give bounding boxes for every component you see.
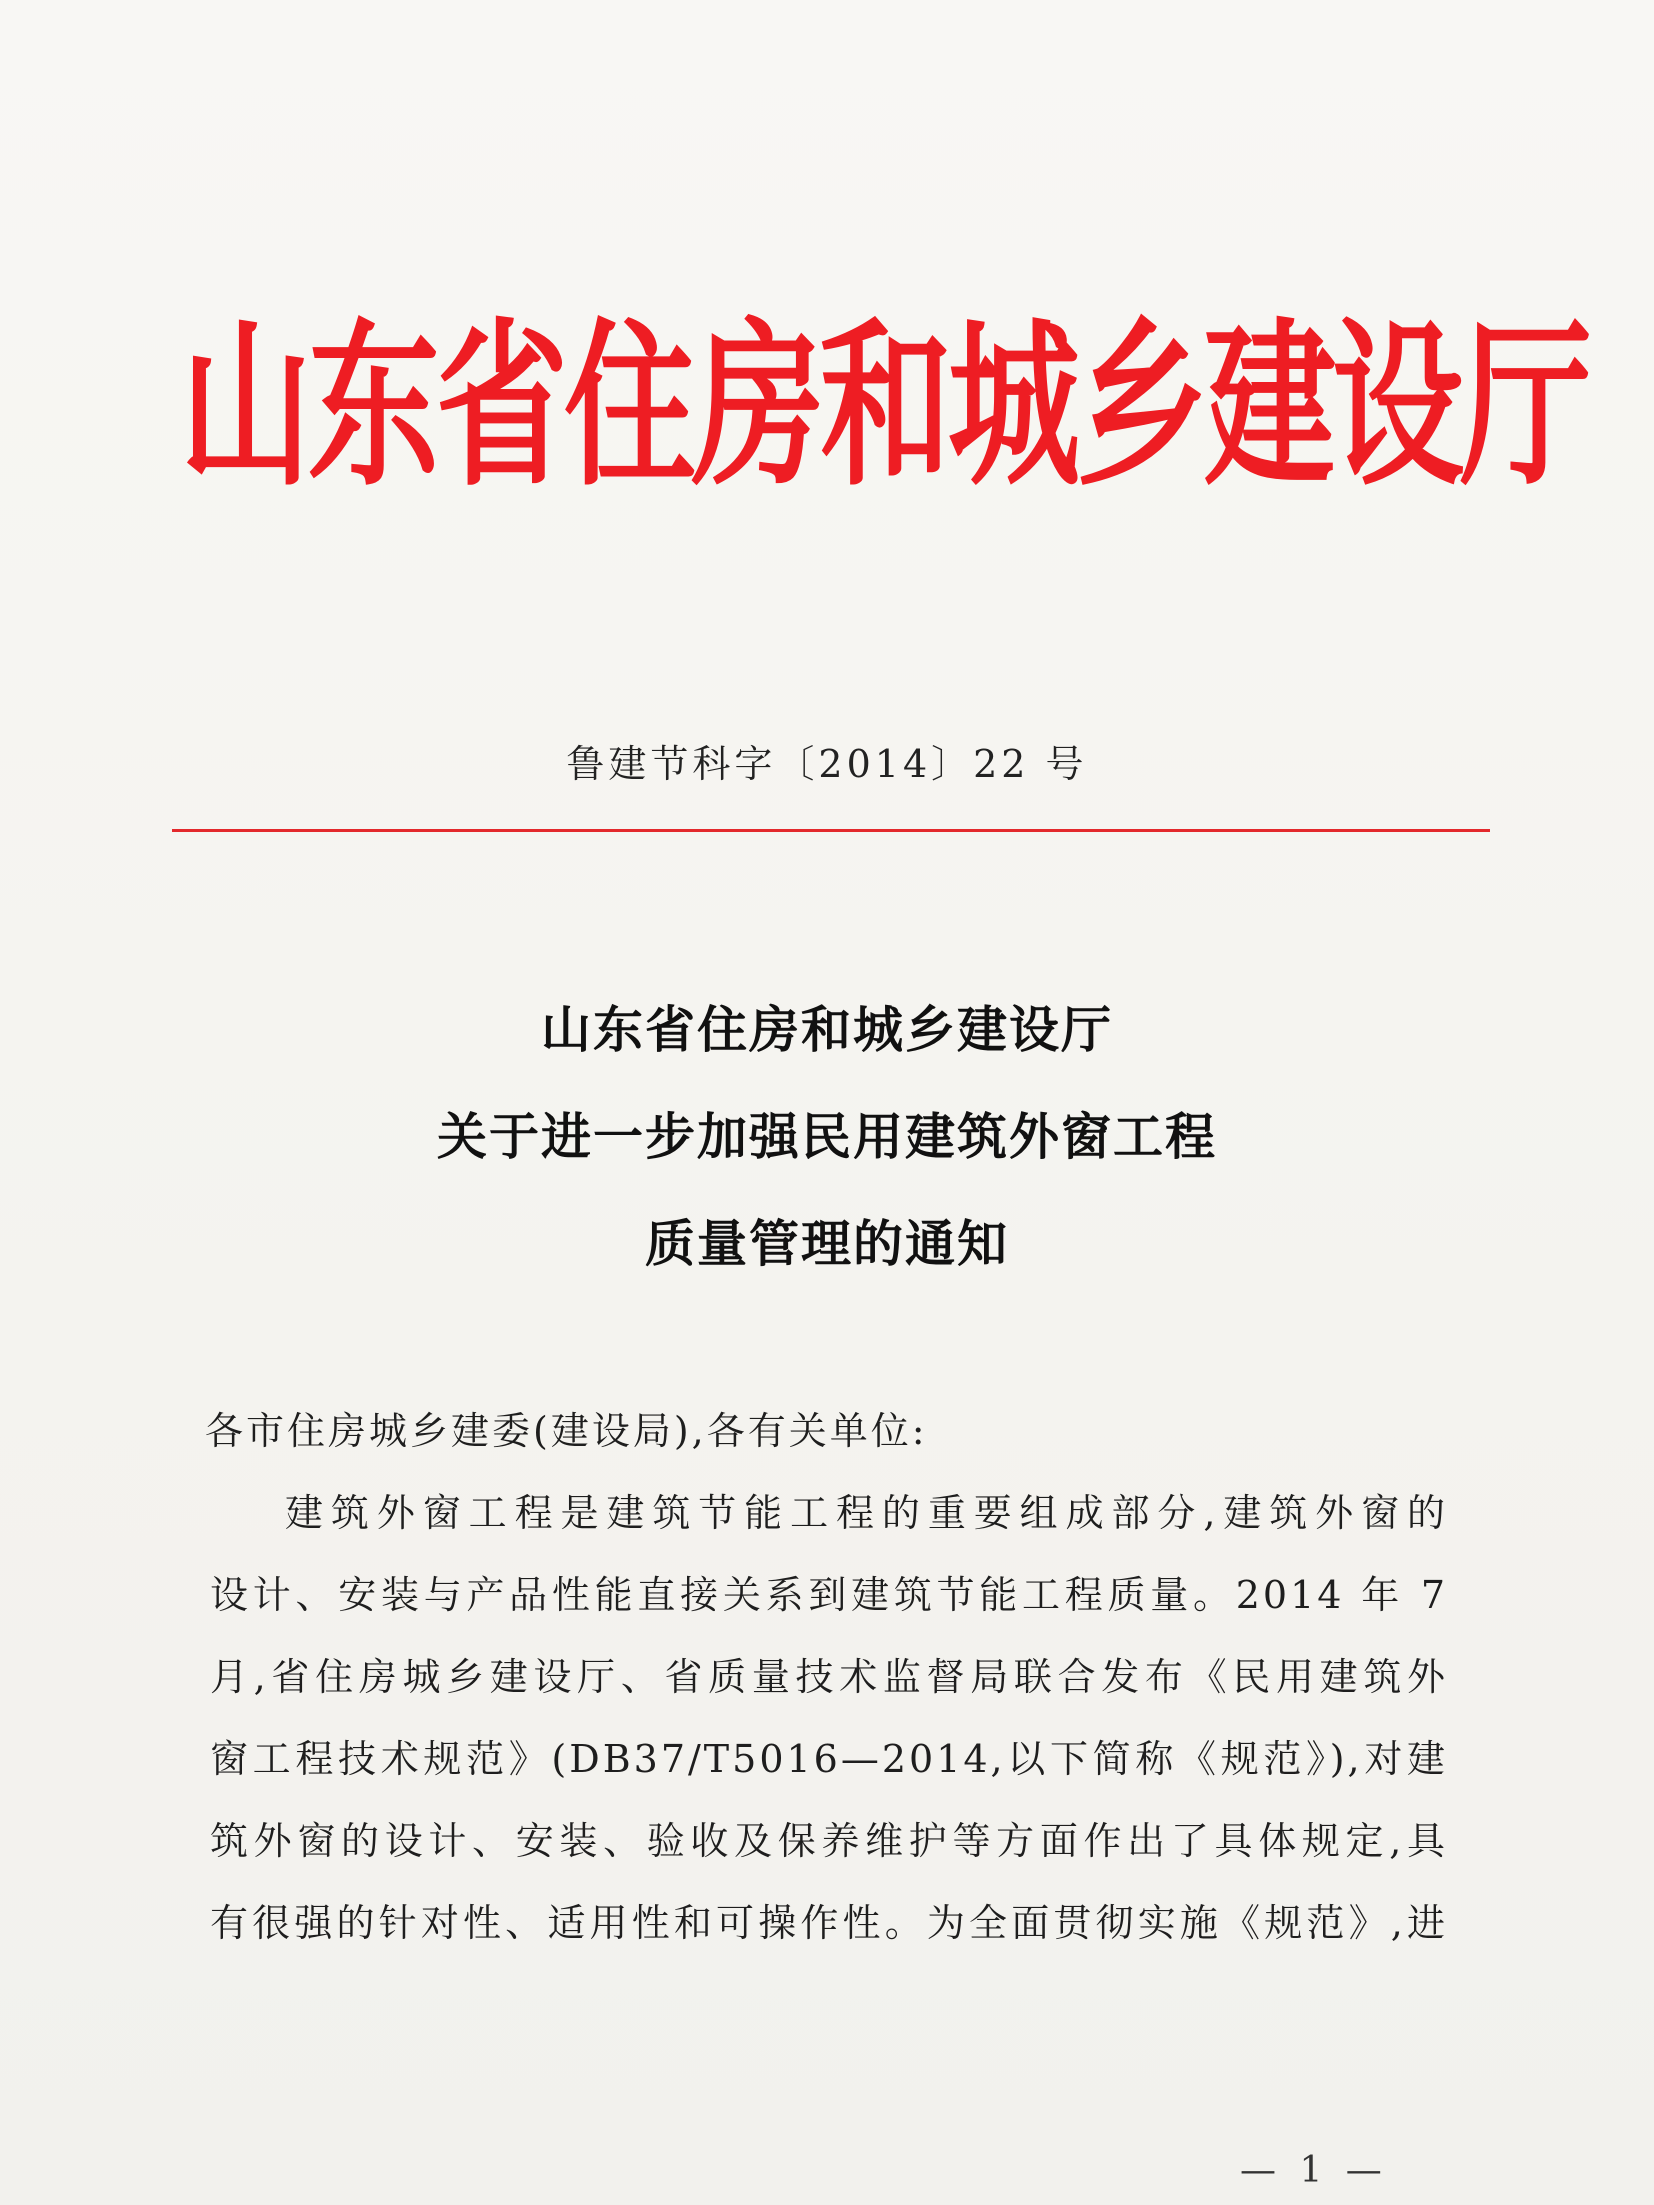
masthead-title: 山东省住房和城乡建设厅 <box>180 303 1588 512</box>
body-line-4: 窗工程技术规范》(DB37/T5016—2014,以下简称《规范》),对建 <box>210 1737 1448 1781</box>
document-number: 鲁建节科字〔2014〕22 号 <box>566 742 1088 786</box>
notice-title-line-1: 山东省住房和城乡建设厅 <box>541 1000 1113 1059</box>
body-line-1: 建筑外窗工程是建筑节能工程的重要组成部分,建筑外窗的 <box>285 1491 1448 1535</box>
body-line-5: 筑外窗的设计、安装、验收及保养维护等方面作出了具体规定,具 <box>210 1819 1448 1863</box>
salutation: 各市住房城乡建委(建设局),各有关单位: <box>205 1409 928 1453</box>
body-line-6: 有很强的针对性、适用性和可操作性。为全面贯彻实施《规范》,进 <box>210 1901 1448 1945</box>
body-line-3: 月,省住房城乡建设厅、省质量技术监督局联合发布《民用建筑外 <box>210 1655 1448 1699</box>
page-number: — 1 — <box>1240 2150 1388 2191</box>
body-line-2: 设计、安装与产品性能直接关系到建筑节能工程质量。2014 年 7 <box>210 1573 1448 1617</box>
red-divider-line <box>172 829 1490 832</box>
notice-title-line-3: 质量管理的通知 <box>645 1214 1009 1273</box>
notice-title-line-2: 关于进一步加强民用建筑外窗工程 <box>437 1107 1217 1166</box>
